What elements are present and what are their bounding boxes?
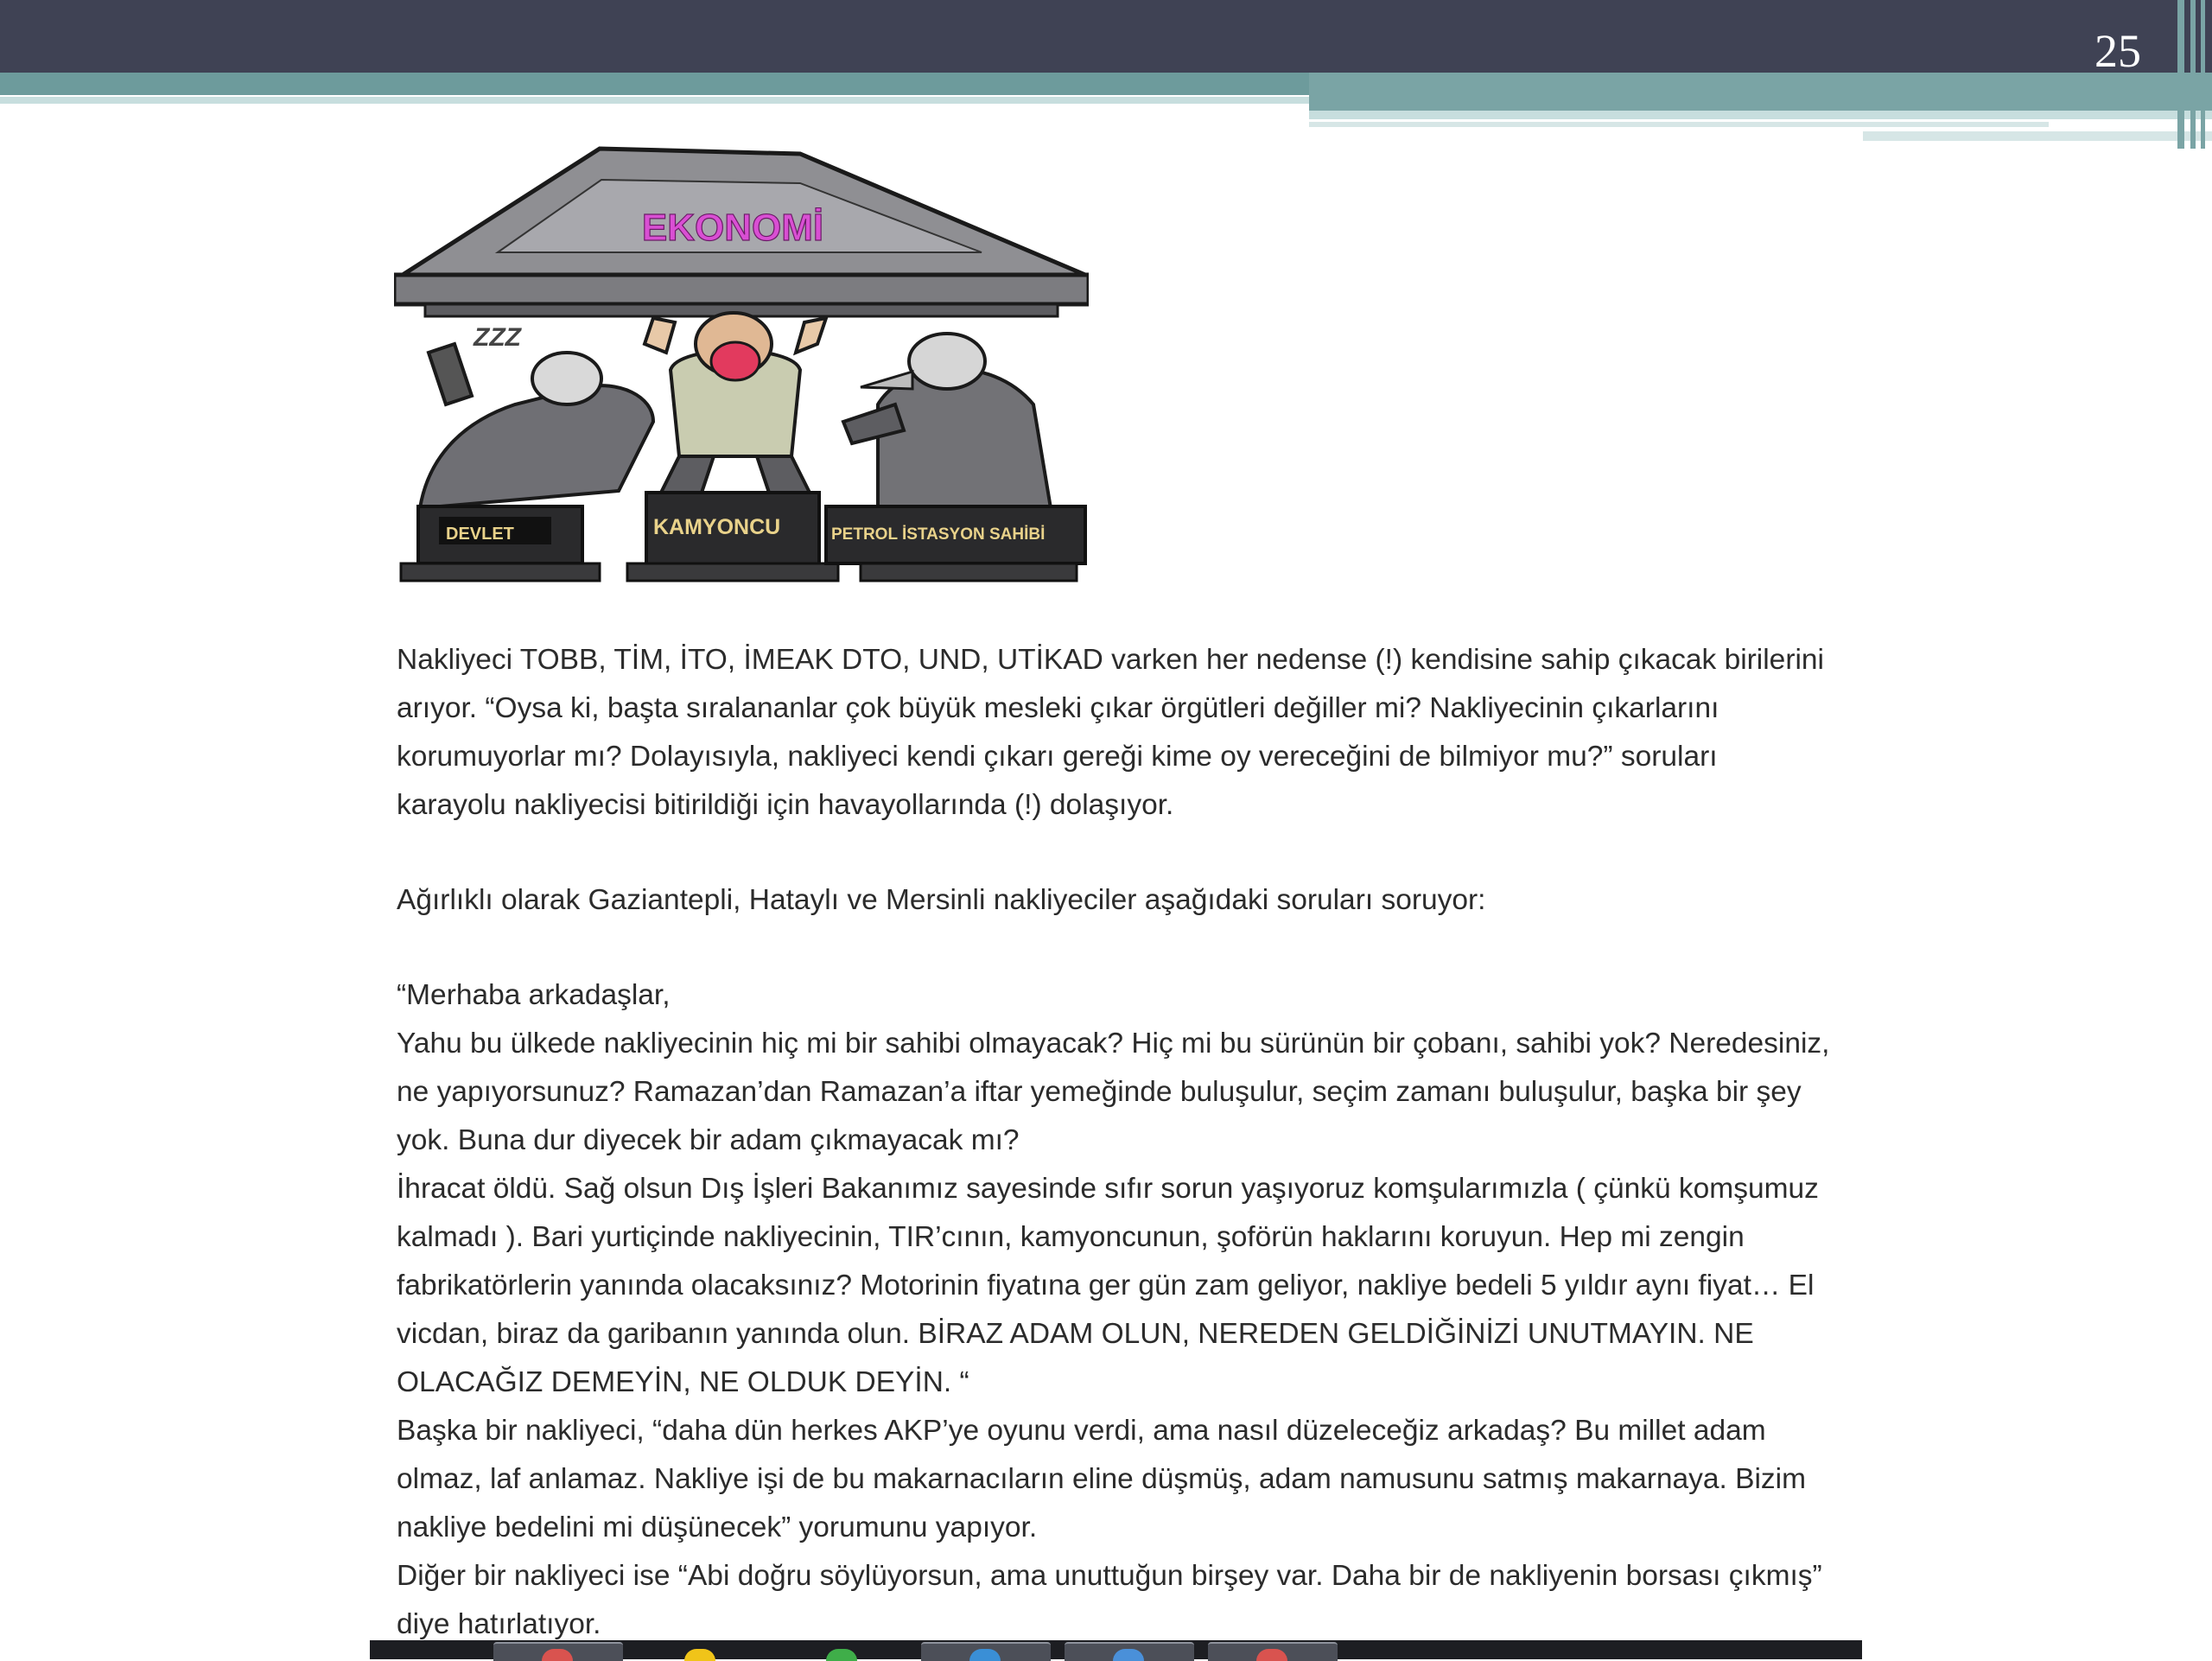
taskbar-button[interactable] xyxy=(1208,1642,1338,1661)
right-figure-nose xyxy=(861,372,912,389)
header-accent-line-right-3 xyxy=(1863,131,2212,141)
pedestal-left-base xyxy=(401,563,600,581)
right-figure-head xyxy=(909,334,985,389)
snore-text: ZZZ xyxy=(474,323,521,352)
taskbar-button[interactable] xyxy=(921,1642,1051,1661)
quote-line: İhracat öldü. Sağ olsun Dış İşleri Bakanımız sayesinde sıfır sorun yaşıyoruz komşularımızla ( çünkü komşumuz kalmadı ). Bari yurtiçinde nakliyecinin, TIR’cının, kamyoncunun, şoförün haklarını koruyun. Hep mi zengin fabrikatörlerin yanında olacaksınız? Motorinin fiyatına ger gün zam geliyor, nakliye bedeli 5 yıldır aynı fiyat… El vicdan, biraz da garibanın yanında olun. BİRAZ ADAM OLUN, NEREDEN GELDİĞİNİZİ UNUTMAYIN. NE OLACAĞIZ DEMEYİN, NE OLDUK DEYİN. “ xyxy=(397,1173,1819,1398)
paragraph-spacer xyxy=(397,830,1831,876)
header-accent-band xyxy=(0,73,1309,95)
header-accent-line-right-2 xyxy=(1309,122,2049,127)
header-edge-stripe xyxy=(2190,0,2196,149)
center-figure-arm-left xyxy=(645,318,675,353)
left-figure-head xyxy=(532,353,601,404)
cartoon-title: EKONOMİ xyxy=(641,207,824,249)
article-paragraph: Nakliyeci TOBB, TİM, İTO, İMEAK DTO, UND, UTİKAD varken her nedense (!) kendisine sahip çıkacak birilerini arıyor. “Oysa ki, başta sıralananlar çok büyük mesleki çıkar örgütleri değiller mi? Nakliyecinin çıkarlarını korumuyorlar mı? Dolayısıyla, nakliyeci kendi çıkarı gereği kime oy vereceğini de bilmiyor mu?” soruları karayolu nakliyecisi bitirildiği için havayollarında (!) dolaşıyor. xyxy=(397,644,1824,821)
pedestal-right-base xyxy=(861,563,1077,581)
article-body xyxy=(397,636,1831,1649)
taskbar-button[interactable] xyxy=(636,1642,766,1661)
pedestal-center-base xyxy=(627,563,838,581)
taskbar-button[interactable] xyxy=(1065,1642,1194,1661)
left-figure-leg xyxy=(429,344,472,404)
header-accent-band-right xyxy=(1309,73,2212,111)
label-devlet: DEVLET xyxy=(446,525,514,544)
quote-line: Başka bir nakliyeci, “daha dün herkes AKP’ye oyunu verdi, ama nasıl düzeleceğiz arkadaş? Bu millet adam olmaz, laf anlamaz. Nakliye işi de bu makarnacıların eline düşmüş, adam namusunu satmış makarnaya. Bizim nakliye bedelini mi düşünecek” yorumunu yapıyor. xyxy=(397,1415,1807,1543)
header-accent-line xyxy=(0,97,1309,104)
quote-line: Diğer bir nakliyeci ise “Abi doğru söylüyorsun, ama unuttuğun birşey var. Daha bir de nakliyenin borsası çıkmış” diye hatırlatıyor. xyxy=(397,1560,1822,1640)
center-figure-arm-right xyxy=(796,318,826,353)
header-accent-line-right-1 xyxy=(1309,111,2212,119)
label-petrol-istasyon-sahibi: PETROL İSTASYON SAHİBİ xyxy=(831,525,1046,544)
slide-number: 25 xyxy=(2094,25,2141,77)
taskbar-button[interactable] xyxy=(778,1642,907,1661)
left-figure-body xyxy=(420,385,653,508)
quote-line: Yahu bu ülkede nakliyecinin hiç mi bir sahibi olmayacak? Hiç mi bu sürünün bir çobanı, sahibi yok? Neredesiniz, ne yapıyorsunuz? Ramazan’dan Ramazan’a iftar yemeğinde buluşulur, seçim zamanı buluşulur, başka bir şey yok. Buna dur diyecek bir adam çıkmayacak mı? xyxy=(397,1028,1830,1156)
economy-cartoon xyxy=(394,145,1089,586)
paragraph-spacer xyxy=(397,925,1831,971)
header-edge-stripe xyxy=(2201,0,2205,149)
header-edge-stripe xyxy=(2177,0,2184,149)
article-paragraph: Ağırlıklı olarak Gaziantepli, Hataylı ve Mersinli nakliyeciler aşağıdaki soruları soruyor: xyxy=(397,884,1486,916)
slide-header-bar xyxy=(0,0,2212,73)
center-figure-nose xyxy=(711,342,760,380)
quote-line: “Merhaba arkadaşlar, xyxy=(397,979,671,1011)
label-kamyoncu: KAMYONCU xyxy=(653,515,781,539)
entablature xyxy=(394,275,1089,304)
taskbar-button[interactable] xyxy=(493,1642,623,1661)
